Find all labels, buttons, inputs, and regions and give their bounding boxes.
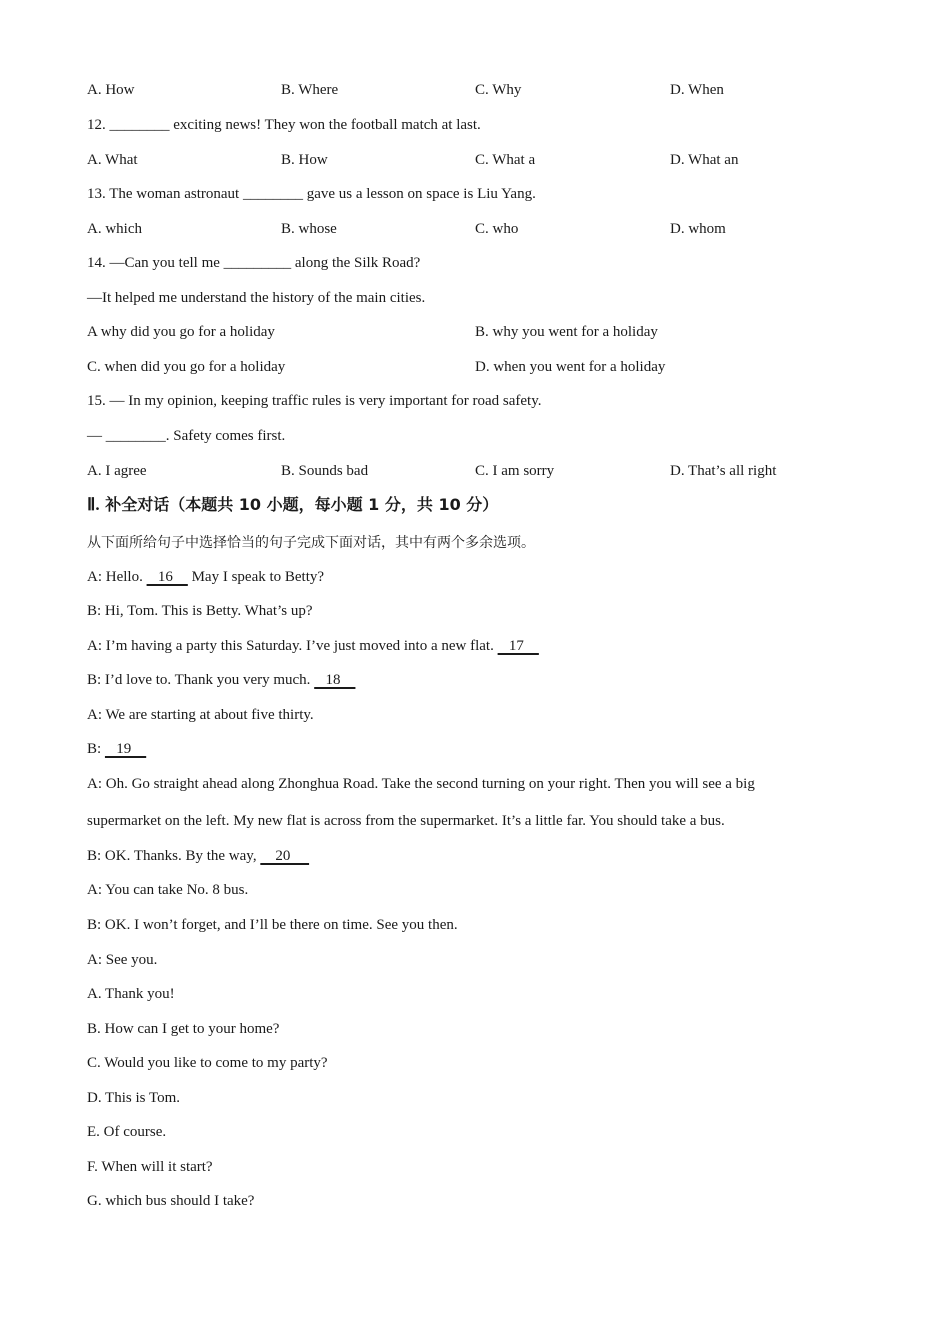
dialog-line-7a: A: Oh. Go straight ahead along Zhonghua Road. Take the second turning on your right. Then you will see a big — [87, 776, 755, 792]
q14-reply: —It helped me understand the history of the main cities. — [87, 290, 426, 306]
section-instruction: 从下面所给句子中选择恰当的句子完成下面对话，其中有两个多余选项。 — [87, 535, 535, 551]
blank-18: 18 — [314, 672, 356, 688]
dialog-line-6 — [87, 739, 146, 759]
q11-option-b: B. Where — [281, 82, 339, 98]
q13-option-b: B. whose — [281, 221, 337, 237]
dialog-line-5: A: We are starting at about five thirty. — [87, 707, 314, 723]
blank-17: 17 — [497, 638, 539, 654]
q14-option-d: D. when you went for a holiday — [475, 359, 666, 375]
choice-e: E. Of course. — [87, 1124, 167, 1140]
dialog-text: B: I’d love to. Thank you very much. — [87, 672, 315, 688]
choice-f: F. When will it start? — [87, 1159, 213, 1175]
choice-g: G. which bus should I take? — [87, 1193, 255, 1209]
q11-option-c: C. Why — [475, 82, 522, 98]
dialog-line-11: A: See you. — [87, 952, 158, 968]
dialog-text: A: I’m having a party this Saturday. I’ve just moved into a new flat. — [87, 638, 498, 654]
q15-option-d: D. That’s all right — [670, 463, 777, 479]
q13-option-d: D. whom — [670, 221, 726, 237]
dialog-text: May I speak to Betty? — [187, 569, 325, 585]
dialog-line-7b: supermarket on the left. My new flat is across from the supermarket. It’s a little far. You should take a bus. — [87, 813, 725, 829]
section-number: Ⅱ. — [87, 495, 100, 514]
q12-option-a: A. What — [87, 152, 138, 168]
dialog-text: B: OK. Thanks. By the way, — [87, 848, 261, 864]
dialog-line-10: B: OK. I won’t forget, and I’ll be there on time. See you then. — [87, 917, 458, 933]
dialog-line-4 — [87, 670, 355, 690]
blank-20: 20 — [260, 848, 310, 864]
q14-option-b: B. why you went for a holiday — [475, 324, 658, 340]
dialog-line-8 — [87, 846, 309, 866]
choice-d: D. This is Tom. — [87, 1090, 180, 1106]
choice-a: A. Thank you! — [87, 986, 175, 1002]
q11-option-d: D. When — [670, 82, 724, 98]
q14-option-a: A why did you go for a holiday — [87, 324, 275, 340]
q13-option-c: C. who — [475, 221, 519, 237]
q13-option-a: A. which — [87, 221, 142, 237]
q11-option-a: A. How — [87, 82, 135, 98]
dialog-line-3 — [87, 636, 539, 656]
q15-option-a: A. I agree — [87, 463, 147, 479]
choice-b: B. How can I get to your home? — [87, 1021, 280, 1037]
section-heading — [87, 495, 498, 515]
q12-option-c: C. What a — [475, 152, 536, 168]
q13-stem: 13. The woman astronaut ________ gave us a lesson on space is Liu Yang. — [87, 186, 536, 202]
q12-stem: 12. ________ exciting news! They won the football match at last. — [87, 117, 481, 133]
choice-c: C. Would you like to come to my party? — [87, 1055, 328, 1071]
q15-stem: 15. — In my opinion, keeping traffic rules is very important for road safety. — [87, 393, 542, 409]
dialog-text: B: — [87, 741, 105, 757]
q15-option-c: C. I am sorry — [475, 463, 555, 479]
q12-option-d: D. What an — [670, 152, 739, 168]
q15-option-b: B. Sounds bad — [281, 463, 369, 479]
blank-19: 19 — [104, 741, 147, 757]
blank-16: 16 — [146, 569, 188, 585]
dialog-line-1 — [87, 567, 324, 587]
q12-option-b: B. How — [281, 152, 328, 168]
dialog-text: A: Hello. — [87, 569, 147, 585]
dialog-line-9: A: You can take No. 8 bus. — [87, 882, 249, 898]
q14-option-c: C. when did you go for a holiday — [87, 359, 286, 375]
section-title-text: 补全对话（本题共 10 小题，每小题 1 分，共 10 分） — [99, 495, 499, 514]
dialog-line-2: B: Hi, Tom. This is Betty. What’s up? — [87, 603, 313, 619]
q15-reply: — ________. Safety comes first. — [87, 428, 286, 444]
q14-stem: 14. —Can you tell me _________ along the Silk Road? — [87, 255, 421, 271]
